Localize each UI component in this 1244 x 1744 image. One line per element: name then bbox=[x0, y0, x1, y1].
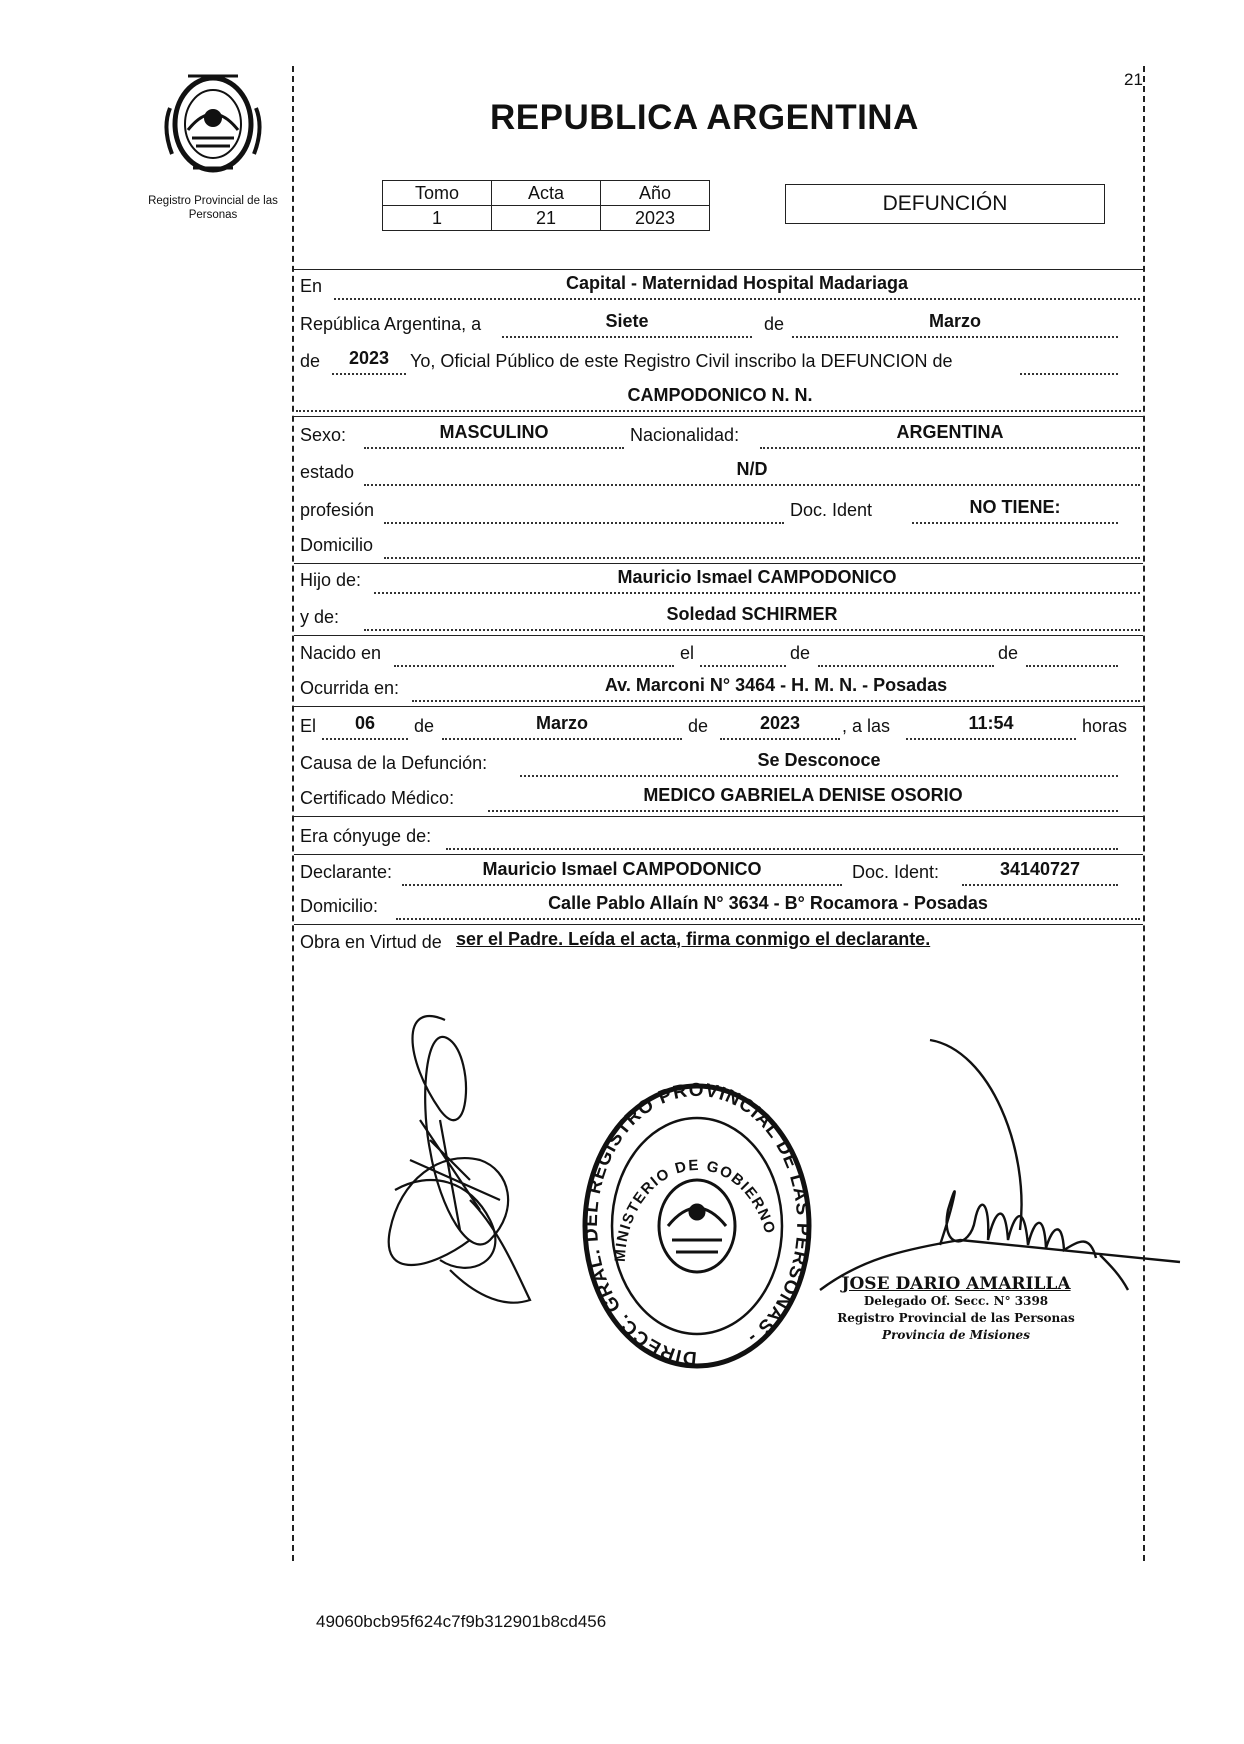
de2-label: de bbox=[998, 643, 1019, 663]
ocurrida-value: Av. Marconi N° 3464 - H. M. N. - Posadas bbox=[604, 675, 948, 695]
acta-header: Acta bbox=[492, 181, 601, 206]
yde-label: y de: bbox=[300, 607, 340, 627]
causa-label: Causa de la Defunción: bbox=[300, 753, 488, 773]
oficial-text: Yo, Oficial Público de este Registro Civil inscribo la DEFUNCION de bbox=[410, 351, 953, 371]
mes2-value: Marzo bbox=[535, 713, 588, 733]
seal-outer-text: DIRECC. GRAL. DEL REGISTRO PROVINCIAL DE LAS PERSONAS - bbox=[580, 1079, 814, 1369]
sexo-label: Sexo: bbox=[300, 425, 347, 445]
nacionalidad-value: ARGENTINA bbox=[896, 422, 1004, 442]
document-title: REPUBLICA ARGENTINA bbox=[490, 98, 919, 137]
nacido-label: Nacido en bbox=[300, 643, 382, 663]
de1-label: de bbox=[790, 643, 811, 663]
obra-prefix: Obra en Virtud de bbox=[300, 932, 442, 952]
nacionalidad-label: Nacionalidad: bbox=[630, 425, 740, 445]
svg-text:DIRECC. GRAL. DEL REGISTRO PRO bbox=[581, 1080, 813, 1368]
tomo-header: Tomo bbox=[383, 181, 492, 206]
anio-value: 2023 bbox=[601, 206, 710, 231]
declarante-value: Mauricio Ismael CAMPODONICO bbox=[482, 859, 762, 879]
anio-value: 2023 bbox=[348, 348, 390, 368]
document-hash: 49060bcb95f624c7f9b312901b8cd456 bbox=[316, 1612, 607, 1631]
tomo-value: 1 bbox=[383, 206, 492, 231]
official-name: JOSE DARIO AMARILLA bbox=[841, 1274, 1071, 1294]
de4-label: de bbox=[688, 716, 709, 736]
dia-value: Siete bbox=[605, 311, 649, 331]
alas-label: , a las bbox=[842, 716, 891, 736]
ocurrida-label: Ocurrida en: bbox=[300, 678, 400, 698]
doc-value: NO TIENE: bbox=[969, 497, 1061, 517]
estado-label: estado bbox=[300, 462, 355, 482]
profesion-label: profesión bbox=[300, 500, 375, 520]
el2-label: El bbox=[300, 716, 317, 736]
nombre-value: CAMPODONICO N. N. bbox=[627, 385, 813, 405]
de3-label: de bbox=[414, 716, 435, 736]
sexo-value: MASCULINO bbox=[439, 422, 549, 442]
doc-label: Doc. Ident bbox=[790, 500, 873, 520]
yde-value: Soledad SCHIRMER bbox=[666, 604, 838, 624]
official-stamp bbox=[826, 1276, 1086, 1344]
registry-caption: Registro Provincial de las Personas bbox=[148, 195, 278, 221]
domicilio2-value: Calle Pablo Allaín N° 3634 - B° Rocamora - Posadas bbox=[548, 893, 988, 913]
seal-inner-text: MINISTERIO DE GOBIERNO bbox=[611, 1156, 779, 1263]
el2-value: 06 bbox=[354, 713, 376, 733]
anio-prefix: de bbox=[300, 351, 321, 371]
estado-value: N/D bbox=[736, 459, 768, 479]
el-label: el bbox=[680, 643, 695, 663]
en-label: En bbox=[300, 276, 323, 296]
anio-header: Año bbox=[601, 181, 710, 206]
certificado-value: MEDICO GABRIELA DENISE OSORIO bbox=[643, 785, 963, 805]
mes-value: Marzo bbox=[928, 311, 981, 331]
obra-value: ser el Padre. Leída el acta, firma conmigo el declarante. bbox=[456, 929, 931, 949]
certificado-label: Certificado Médico: bbox=[300, 788, 455, 808]
official-role: Delegado Of. Secc. N° 3398 bbox=[863, 1294, 1049, 1308]
de-label: de bbox=[764, 314, 785, 334]
doc2-value: 34140727 bbox=[999, 859, 1081, 879]
official-registry: Registro Provincial de las Personas bbox=[837, 1311, 1075, 1325]
conyuge-label: Era cónyuge de: bbox=[300, 826, 432, 846]
doc2-label: Doc. Ident: bbox=[852, 862, 940, 882]
anio2-value: 2023 bbox=[759, 713, 801, 733]
en-value: Capital - Maternidad Hospital Madariaga bbox=[565, 273, 909, 293]
page-number: 21 bbox=[1124, 70, 1143, 89]
svg-text:MINISTERIO DE GOBIERNO bbox=[612, 1157, 779, 1263]
official-province: Provincia de Misiones bbox=[882, 1328, 1030, 1342]
domicilio2-label: Domicilio: bbox=[300, 896, 379, 916]
declarante-label: Declarante: bbox=[300, 862, 393, 882]
hijo-label: Hijo de: bbox=[300, 570, 362, 590]
republica-label: República Argentina, a bbox=[300, 314, 482, 334]
hora-value: 11:54 bbox=[968, 713, 1014, 733]
acta-value: 21 bbox=[492, 206, 601, 231]
horas-label: horas bbox=[1082, 716, 1128, 736]
causa-value: Se Desconoce bbox=[757, 750, 881, 770]
record-type-box: DEFUNCIÓN bbox=[785, 184, 1105, 224]
domicilio-label: Domicilio bbox=[300, 535, 374, 555]
hijo-value: Mauricio Ismael CAMPODONICO bbox=[617, 567, 897, 587]
